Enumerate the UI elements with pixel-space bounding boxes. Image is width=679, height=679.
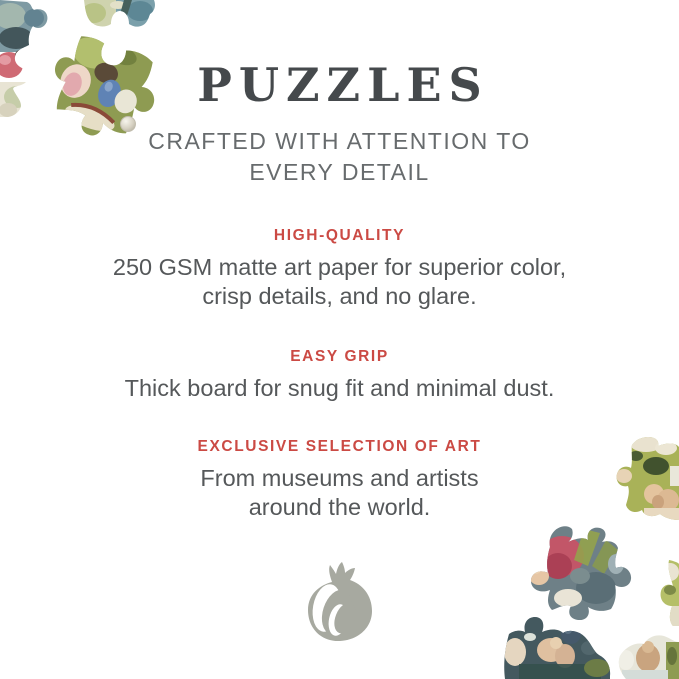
content-column <box>0 56 679 648</box>
feature-body-line-2: around the world. <box>248 494 431 520</box>
feature-body-line-1: Thick board for snug fit and minimal dust. <box>124 375 555 401</box>
pomegranate-icon <box>302 560 378 648</box>
feature-high-quality <box>0 228 679 311</box>
feature-easy-grip <box>0 349 679 403</box>
feature-heading: HIGH-QUALITY <box>273 227 406 244</box>
subtitle-line-2: EVERY DETAIL <box>249 159 430 185</box>
feature-body <box>0 374 679 403</box>
feature-heading: EASY GRIP <box>290 348 389 365</box>
feature-body <box>0 464 679 522</box>
subtitle-line-1: CRAFTED WITH ATTENTION TO <box>148 128 531 154</box>
feature-body <box>0 253 679 311</box>
feature-body-line-1: From museums and artists <box>200 465 479 491</box>
puzzle-piece-top-edge-icon <box>84 0 156 30</box>
feature-body-line-2: crisp details, and no glare. <box>202 283 477 309</box>
page-title: PUZZLES <box>197 58 489 112</box>
feature-heading: EXCLUSIVE SELECTION OF ART <box>197 438 482 455</box>
feature-exclusive-art <box>0 439 679 522</box>
feature-body-line-1: 250 GSM matte art paper for superior color, <box>112 254 567 280</box>
page-subtitle <box>0 126 679 188</box>
